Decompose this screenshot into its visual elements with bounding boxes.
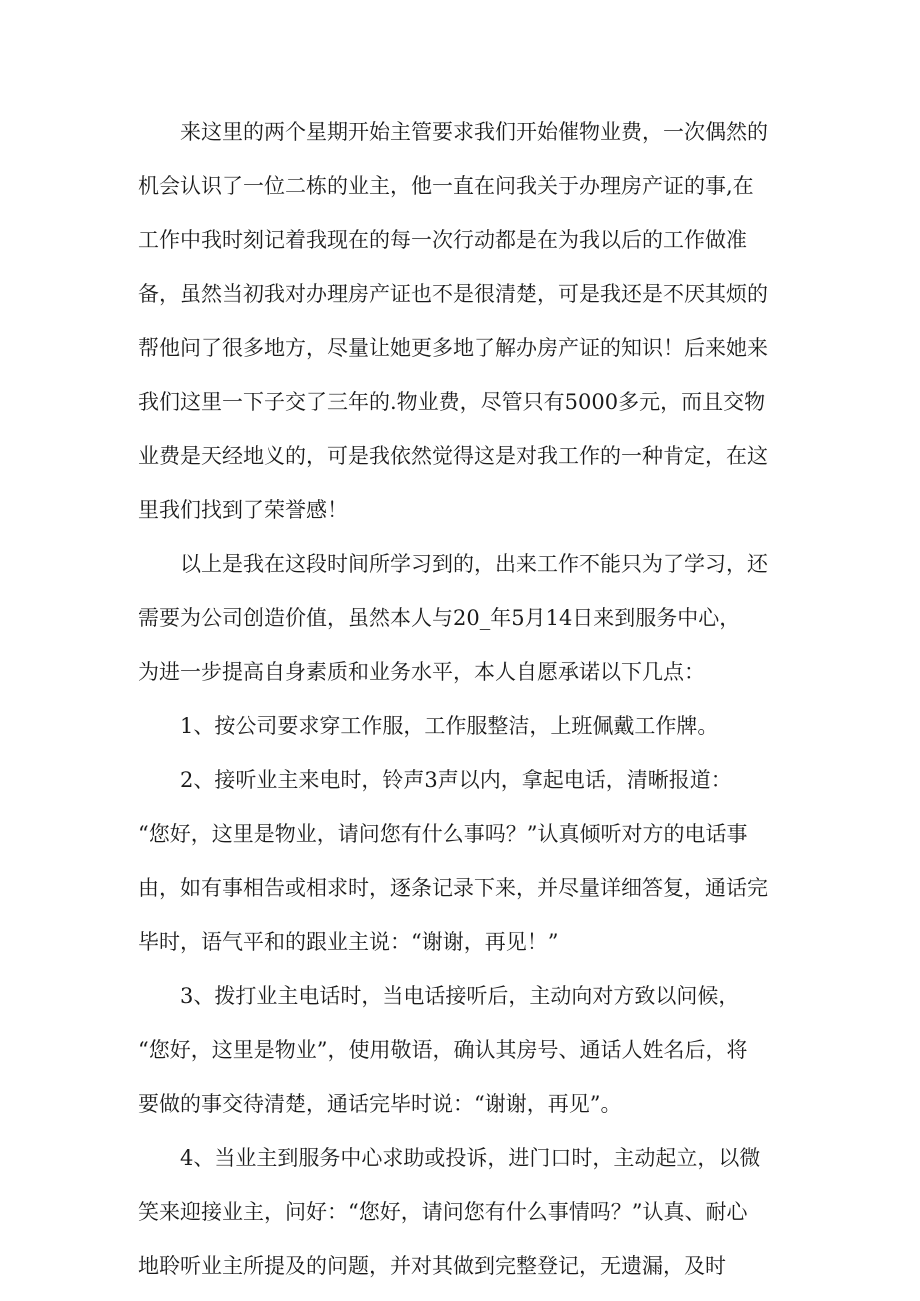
text-line: 需要为公司创造价值，虽然本人与20_年5月14日来到服务中心， — [138, 606, 741, 630]
text-line: 由，如有事相告或相求时，逐条记录下来，并尽量详细答复，通话完 — [138, 876, 768, 900]
text-line: 笑来迎接业主，问好：“您好，请问您有什么事情吗？”认真、耐心 — [138, 1200, 748, 1224]
text-line: 2、接听业主来电时，铃声3声以内，拿起电话，清晰报道： — [180, 768, 732, 792]
text-line: 工作中我时刻记着我现在的每一次行动都是在为我以后的工作做准 — [138, 228, 747, 252]
text-line: 帮他问了很多地方，尽量让她更多地了解办房产证的知识！后来她来 — [138, 336, 768, 360]
text-line: 3、拨打业主电话时，当电话接听后，主动向对方致以问候， — [180, 984, 740, 1008]
text-line: 4、当业主到服务中心求助或投诉，进门口时，主动起立，以微 — [180, 1146, 761, 1170]
text-line: 1、按公司要求穿工作服，工作服整洁，上班佩戴工作牌。 — [180, 714, 719, 738]
text-line: 我们这里一下子交了三年的.物业费，尽管只有5000多元，而且交物 — [138, 390, 766, 414]
text-line: “您好，这里是物业，请问您有什么事吗？”认真倾听对方的电话事 — [138, 822, 748, 846]
text-line: 里我们找到了荣誉感！ — [138, 498, 348, 522]
text-line: 以上是我在这段时间所学习到的，出来工作不能只为了学习，还 — [180, 552, 768, 576]
text-line: 要做的事交待清楚，通话完毕时说：“谢谢，再见”。 — [138, 1092, 622, 1116]
text-line: 毕时，语气平和的跟业主说：“谢谢，再见！” — [138, 930, 559, 954]
text-line: 为进一步提高自身素质和业务水平，本人自愿承诺以下几点： — [138, 660, 705, 684]
text-line: 地聆听业主所提及的问题，并对其做到完整登记，无遗漏，及时 — [138, 1254, 726, 1278]
text-line: 来这里的两个星期开始主管要求我们开始催物业费，一次偶然的 — [180, 120, 768, 144]
text-line: 机会认识了一位二栋的业主，他一直在问我关于办理房产证的事,在 — [138, 174, 754, 198]
text-line: “您好，这里是物业”，使用敬语，确认其房号、通话人姓名后，将 — [138, 1038, 748, 1062]
text-line: 业费是天经地义的，可是我依然觉得这是对我工作的一种肯定，在这 — [138, 444, 768, 468]
text-line: 备，虽然当初我对办理房产证也不是很清楚，可是我还是不厌其烦的 — [138, 282, 768, 306]
